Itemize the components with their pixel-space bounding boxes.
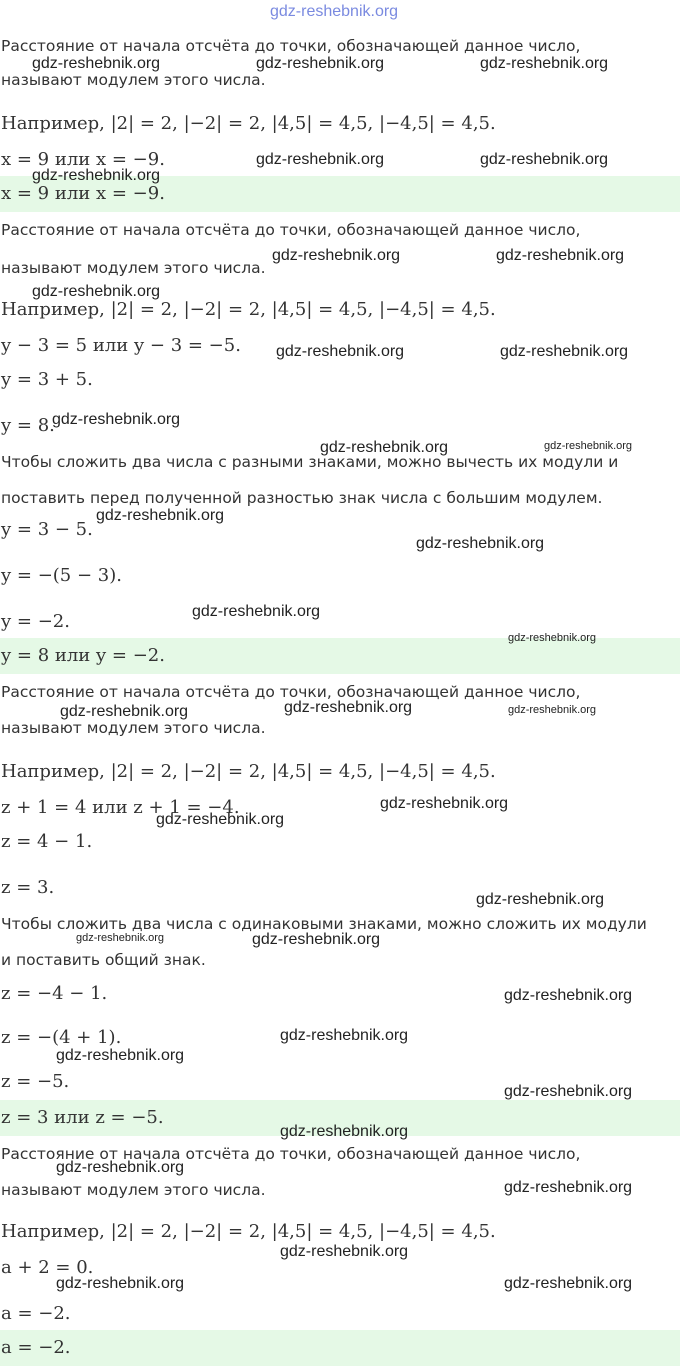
watermark: gdz-reshebnik.org (476, 891, 605, 908)
watermark: gdz-reshebnik.org (32, 167, 161, 184)
answer-a: a = −2. (1, 1337, 71, 1358)
rule-same-line-2: и поставить общий знак. (1, 951, 206, 969)
watermark: gdz-reshebnik.org (156, 811, 285, 828)
watermark: gdz-reshebnik.org (76, 932, 165, 944)
watermark: gdz-reshebnik.org (508, 632, 597, 644)
watermark: gdz-reshebnik.org (380, 795, 509, 812)
watermark: gdz-reshebnik.org (480, 151, 609, 168)
watermark: gdz-reshebnik.org (272, 247, 401, 264)
answer-x: x = 9 или x = −9. (1, 183, 165, 204)
watermark: gdz-reshebnik.org (60, 703, 189, 720)
watermark: gdz-reshebnik.org (280, 1027, 409, 1044)
definition-line-1: Расстояние от начала отсчёта до точки, обозначающей данное число, (1, 221, 581, 239)
watermark: gdz-reshebnik.org (320, 439, 449, 456)
y-step-4: y = 3 − 5. (1, 519, 93, 540)
z-step-5: z = −(4 + 1). (1, 1027, 122, 1048)
example-line: Например, |2| = 2, |−2| = 2, |4,5| = 4,5, |−4,5| = 4,5. (1, 299, 496, 320)
rule-diff-line-2: поставить перед полученной разностью знак числа с большим модулем. (1, 489, 603, 507)
watermark: gdz-reshebnik.org (416, 535, 545, 552)
definition-line-2: называют модулем этого числа. (1, 71, 266, 89)
watermark: gdz-reshebnik.org (52, 411, 181, 428)
watermark: gdz-reshebnik.org (280, 1243, 409, 1260)
watermark: gdz-reshebnik.org (508, 704, 597, 716)
answer-z: z = 3 или z = −5. (1, 1107, 164, 1128)
rule-same-line-1: Чтобы сложить два числа с одинаковыми знаками, можно сложить их модули (1, 915, 647, 933)
watermark: gdz-reshebnik.org (32, 283, 161, 300)
z-step-2: z = 4 − 1. (1, 831, 93, 852)
answer-box-a (0, 1330, 680, 1366)
y-step-3: y = 8. (1, 415, 55, 436)
watermark: gdz-reshebnik.org (96, 507, 225, 524)
watermark: gdz-reshebnik.org (32, 55, 161, 72)
x-step: x = 9 или x = −9. (1, 149, 165, 170)
z-step-4: z = −4 − 1. (1, 983, 108, 1004)
rule-diff-line-1: Чтобы сложить два числа с разными знаками, можно вычесть их модули и (1, 453, 619, 471)
watermark: gdz-reshebnik.org (504, 1275, 633, 1292)
watermark: gdz-reshebnik.org (480, 55, 609, 72)
z-step-3: z = 3. (1, 877, 55, 898)
a-step-2: a = −2. (1, 1303, 71, 1324)
example-line: Например, |2| = 2, |−2| = 2, |4,5| = 4,5, |−4,5| = 4,5. (1, 761, 496, 782)
watermark: gdz-reshebnik.org (504, 1179, 633, 1196)
example-line: Например, |2| = 2, |−2| = 2, |4,5| = 4,5, |−4,5| = 4,5. (1, 113, 496, 134)
watermark: gdz-reshebnik.org (192, 603, 321, 620)
watermark: gdz-reshebnik.org (544, 440, 633, 452)
definition-line-1: Расстояние от начала отсчёта до точки, обозначающей данное число, (1, 1145, 581, 1163)
definition-line-2: называют модулем этого числа. (1, 719, 266, 737)
watermark: gdz-reshebnik.org (276, 343, 405, 360)
definition-line-2: называют модулем этого числа. (1, 259, 266, 277)
watermark: gdz-reshebnik.org (504, 1083, 633, 1100)
watermark: gdz-reshebnik.org (56, 1159, 185, 1176)
y-step-1: y − 3 = 5 или y − 3 = −5. (1, 335, 241, 356)
y-step-5: y = −(5 − 3). (1, 565, 122, 586)
z-step-6: z = −5. (1, 1071, 70, 1092)
watermark: gdz-reshebnik.org (280, 1123, 409, 1140)
watermark: gdz-reshebnik.org (256, 55, 385, 72)
z-step-1: z + 1 = 4 или z + 1 = −4. (1, 797, 240, 818)
watermark: gdz-reshebnik.org (56, 1275, 185, 1292)
watermark: gdz-reshebnik.org (504, 987, 633, 1004)
watermark: gdz-reshebnik.org (56, 1047, 185, 1064)
watermark: gdz-reshebnik.org (252, 931, 381, 948)
y-step-6: y = −2. (1, 611, 70, 632)
header-watermark[interactable]: gdz-reshebnik.org (270, 3, 399, 20)
definition-line-1: Расстояние от начала отсчёта до точки, обозначающей данное число, (1, 37, 581, 55)
watermark: gdz-reshebnik.org (496, 247, 625, 264)
a-step-1: a + 2 = 0. (1, 1257, 94, 1278)
watermark: gdz-reshebnik.org (284, 699, 413, 716)
watermark: gdz-reshebnik.org (500, 343, 629, 360)
y-step-2: y = 3 + 5. (1, 369, 93, 390)
definition-line-2: называют модулем этого числа. (1, 1181, 266, 1199)
example-line: Например, |2| = 2, |−2| = 2, |4,5| = 4,5, |−4,5| = 4,5. (1, 1221, 496, 1242)
watermark: gdz-reshebnik.org (256, 151, 385, 168)
answer-y: y = 8 или y = −2. (1, 645, 165, 666)
definition-line-1: Расстояние от начала отсчёта до точки, обозначающей данное число, (1, 683, 581, 701)
